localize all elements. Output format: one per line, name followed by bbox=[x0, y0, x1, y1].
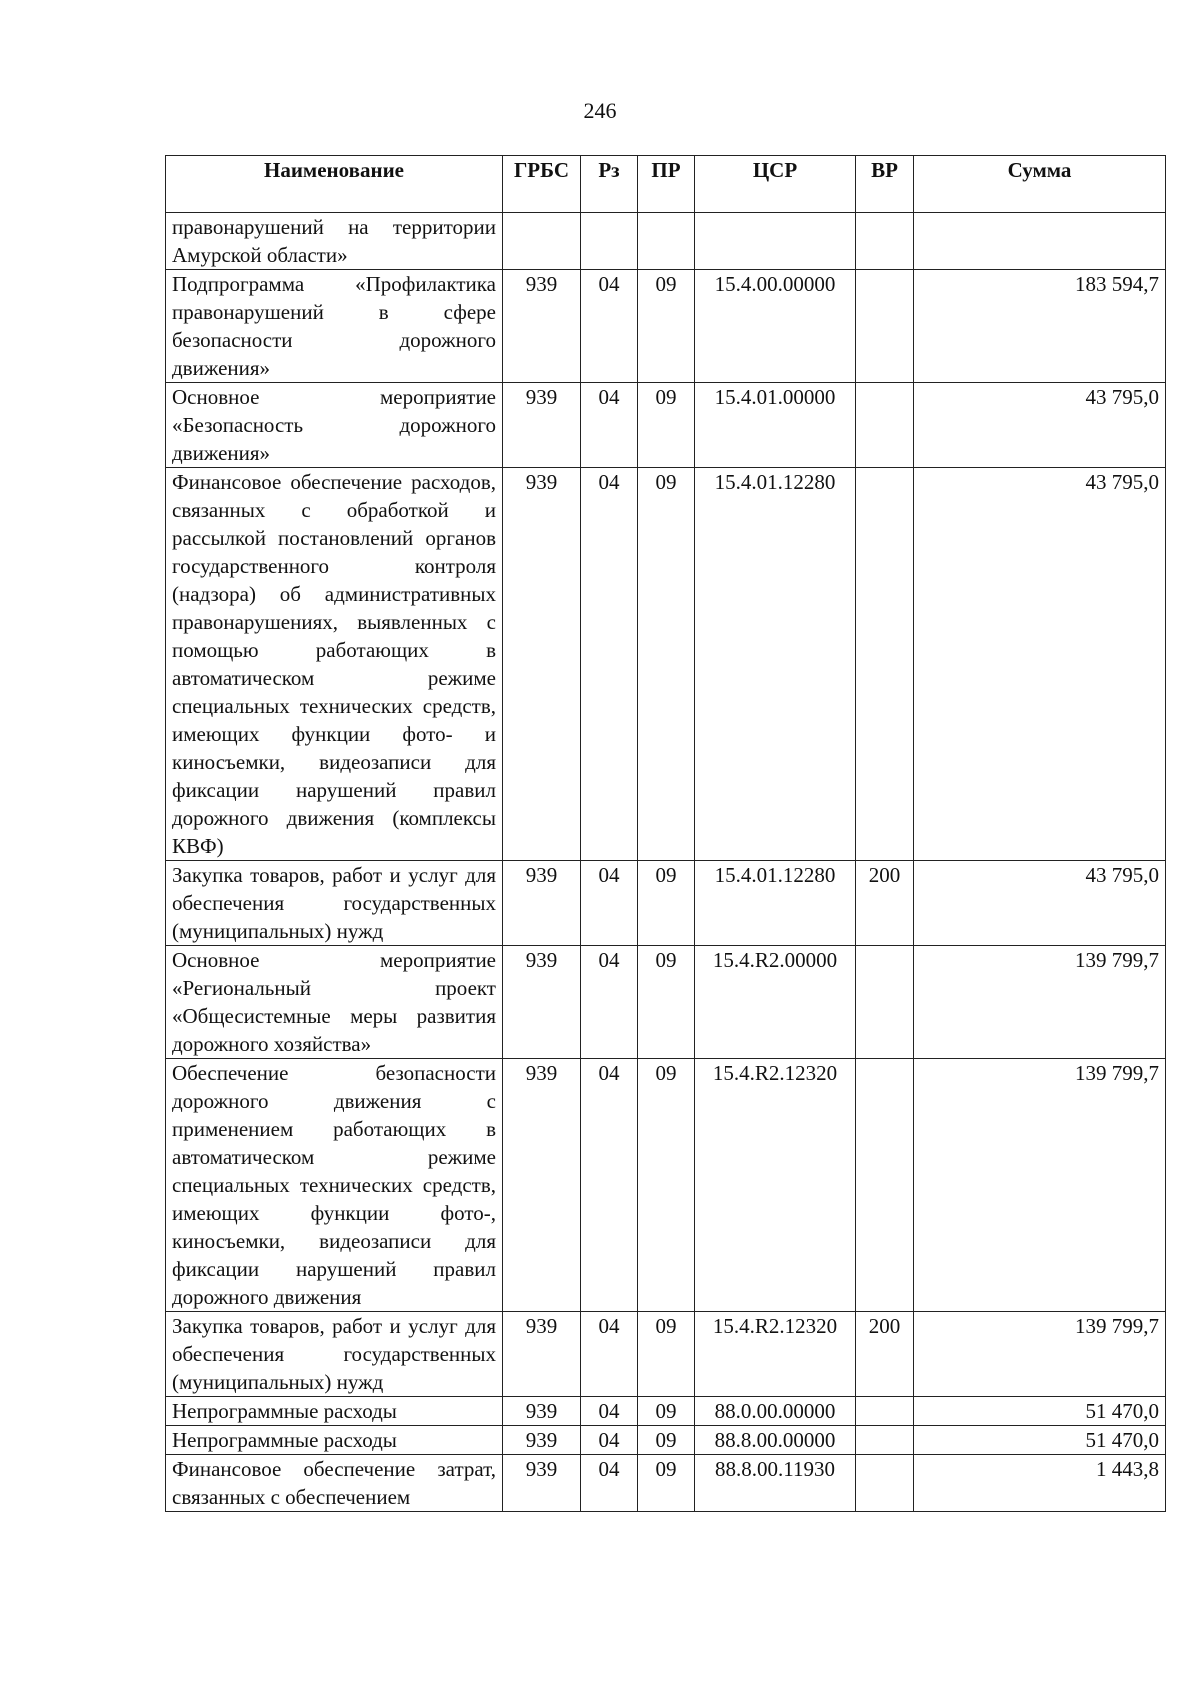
header-grbs: ГРБС bbox=[503, 156, 581, 213]
cell-grbs: 939 bbox=[503, 861, 581, 946]
cell-csr: 15.4.00.00000 bbox=[695, 270, 856, 383]
cell-grbs: 939 bbox=[503, 468, 581, 861]
cell-name: Подпрограмма «Профилактика правонарушений в сфере безопасности дорожного движения» bbox=[166, 270, 503, 383]
header-rz: Рз bbox=[581, 156, 638, 213]
cell-vr bbox=[856, 946, 914, 1059]
cell-vr bbox=[856, 468, 914, 861]
cell-name: Непрограммные расходы bbox=[166, 1397, 503, 1426]
cell-pr: 09 bbox=[638, 1059, 695, 1312]
cell-vr bbox=[856, 1397, 914, 1426]
cell-name: Финансовое обеспечение затрат, связанных с обеспечением bbox=[166, 1455, 503, 1512]
cell-csr: 15.4.01.12280 bbox=[695, 861, 856, 946]
cell-grbs: 939 bbox=[503, 383, 581, 468]
cell-sum: 139 799,7 bbox=[914, 946, 1166, 1059]
table-row bbox=[166, 1426, 1166, 1455]
cell-grbs: 939 bbox=[503, 1397, 581, 1426]
cell-csr: 88.8.00.00000 bbox=[695, 1426, 856, 1455]
header-name: Наименование bbox=[166, 156, 503, 213]
cell-vr bbox=[856, 1059, 914, 1312]
cell-csr: 15.4.01.00000 bbox=[695, 383, 856, 468]
cell-name: Обеспечение безопасности дорожного движения с применением работающих в автоматическом режиме специальных технических средств, имеющих функции фото-, киносъемки, видеозаписи для фиксации нарушений правил дорожного движения bbox=[166, 1059, 503, 1312]
cell-sum: 43 795,0 bbox=[914, 468, 1166, 861]
cell-sum: 43 795,0 bbox=[914, 383, 1166, 468]
cell-sum bbox=[914, 213, 1166, 270]
table-body bbox=[166, 213, 1166, 1512]
cell-csr: 15.4.R2.12320 bbox=[695, 1059, 856, 1312]
cell-sum: 43 795,0 bbox=[914, 861, 1166, 946]
table-header-row bbox=[166, 156, 1166, 213]
cell-rz: 04 bbox=[581, 468, 638, 861]
table-row bbox=[166, 1059, 1166, 1312]
cell-name: правонарушений на территории Амурской области» bbox=[166, 213, 503, 270]
cell-sum: 183 594,7 bbox=[914, 270, 1166, 383]
cell-rz: 04 bbox=[581, 1397, 638, 1426]
header-vr: ВР bbox=[856, 156, 914, 213]
cell-rz: 04 bbox=[581, 946, 638, 1059]
cell-vr bbox=[856, 213, 914, 270]
cell-rz: 04 bbox=[581, 1426, 638, 1455]
cell-rz: 04 bbox=[581, 861, 638, 946]
cell-vr bbox=[856, 1426, 914, 1455]
table-row bbox=[166, 946, 1166, 1059]
cell-sum: 139 799,7 bbox=[914, 1312, 1166, 1397]
cell-pr: 09 bbox=[638, 1397, 695, 1426]
table-row bbox=[166, 1455, 1166, 1512]
table-row bbox=[166, 383, 1166, 468]
cell-csr: 15.4.01.12280 bbox=[695, 468, 856, 861]
table-row bbox=[166, 1397, 1166, 1426]
cell-grbs: 939 bbox=[503, 1312, 581, 1397]
cell-grbs: 939 bbox=[503, 1426, 581, 1455]
table-row bbox=[166, 270, 1166, 383]
cell-rz: 04 bbox=[581, 383, 638, 468]
cell-grbs: 939 bbox=[503, 270, 581, 383]
cell-csr: 15.4.R2.00000 bbox=[695, 946, 856, 1059]
cell-csr bbox=[695, 213, 856, 270]
cell-pr: 09 bbox=[638, 270, 695, 383]
cell-rz: 04 bbox=[581, 1059, 638, 1312]
cell-pr: 09 bbox=[638, 861, 695, 946]
cell-grbs: 939 bbox=[503, 1455, 581, 1512]
cell-pr: 09 bbox=[638, 383, 695, 468]
cell-rz: 04 bbox=[581, 1455, 638, 1512]
cell-sum: 51 470,0 bbox=[914, 1426, 1166, 1455]
header-sum: Сумма bbox=[914, 156, 1166, 213]
cell-rz: 04 bbox=[581, 270, 638, 383]
cell-vr bbox=[856, 270, 914, 383]
cell-csr: 88.0.00.00000 bbox=[695, 1397, 856, 1426]
cell-name: Закупка товаров, работ и услуг для обеспечения государственных (муниципальных) нужд bbox=[166, 1312, 503, 1397]
page-number: 246 bbox=[583, 98, 617, 123]
cell-vr: 200 bbox=[856, 861, 914, 946]
cell-vr bbox=[856, 1455, 914, 1512]
cell-sum: 1 443,8 bbox=[914, 1455, 1166, 1512]
header-csr: ЦСР bbox=[695, 156, 856, 213]
table-row bbox=[166, 213, 1166, 270]
cell-pr: 09 bbox=[638, 1312, 695, 1397]
cell-pr bbox=[638, 213, 695, 270]
cell-name: Основное мероприятие «Региональный проект «Общесистемные меры развития дорожного хозяйства» bbox=[166, 946, 503, 1059]
cell-sum: 139 799,7 bbox=[914, 1059, 1166, 1312]
cell-grbs bbox=[503, 213, 581, 270]
cell-grbs: 939 bbox=[503, 1059, 581, 1312]
cell-pr: 09 bbox=[638, 1455, 695, 1512]
cell-rz: 04 bbox=[581, 1312, 638, 1397]
budget-table bbox=[165, 155, 1166, 1512]
cell-name: Финансовое обеспечение расходов, связанных с обработкой и рассылкой постановлений органов государственного контроля (надзора) об административных правонарушениях, выявленных с помощью работающих в автоматическом режиме специальных технических средств, имеющих функции фото- и киносъемки, видеозаписи для фиксации нарушений правил дорожного движения (комплексы КВФ) bbox=[166, 468, 503, 861]
table-row bbox=[166, 1312, 1166, 1397]
cell-grbs: 939 bbox=[503, 946, 581, 1059]
cell-csr: 88.8.00.11930 bbox=[695, 1455, 856, 1512]
cell-vr bbox=[856, 383, 914, 468]
cell-name: Основное мероприятие «Безопасность дорожного движения» bbox=[166, 383, 503, 468]
cell-name: Закупка товаров, работ и услуг для обеспечения государственных (муниципальных) нужд bbox=[166, 861, 503, 946]
cell-sum: 51 470,0 bbox=[914, 1397, 1166, 1426]
cell-pr: 09 bbox=[638, 468, 695, 861]
cell-csr: 15.4.R2.12320 bbox=[695, 1312, 856, 1397]
table-row bbox=[166, 861, 1166, 946]
header-pr: ПР bbox=[638, 156, 695, 213]
table-row bbox=[166, 468, 1166, 861]
cell-rz bbox=[581, 213, 638, 270]
cell-pr: 09 bbox=[638, 946, 695, 1059]
cell-name: Непрограммные расходы bbox=[166, 1426, 503, 1455]
cell-vr: 200 bbox=[856, 1312, 914, 1397]
cell-pr: 09 bbox=[638, 1426, 695, 1455]
